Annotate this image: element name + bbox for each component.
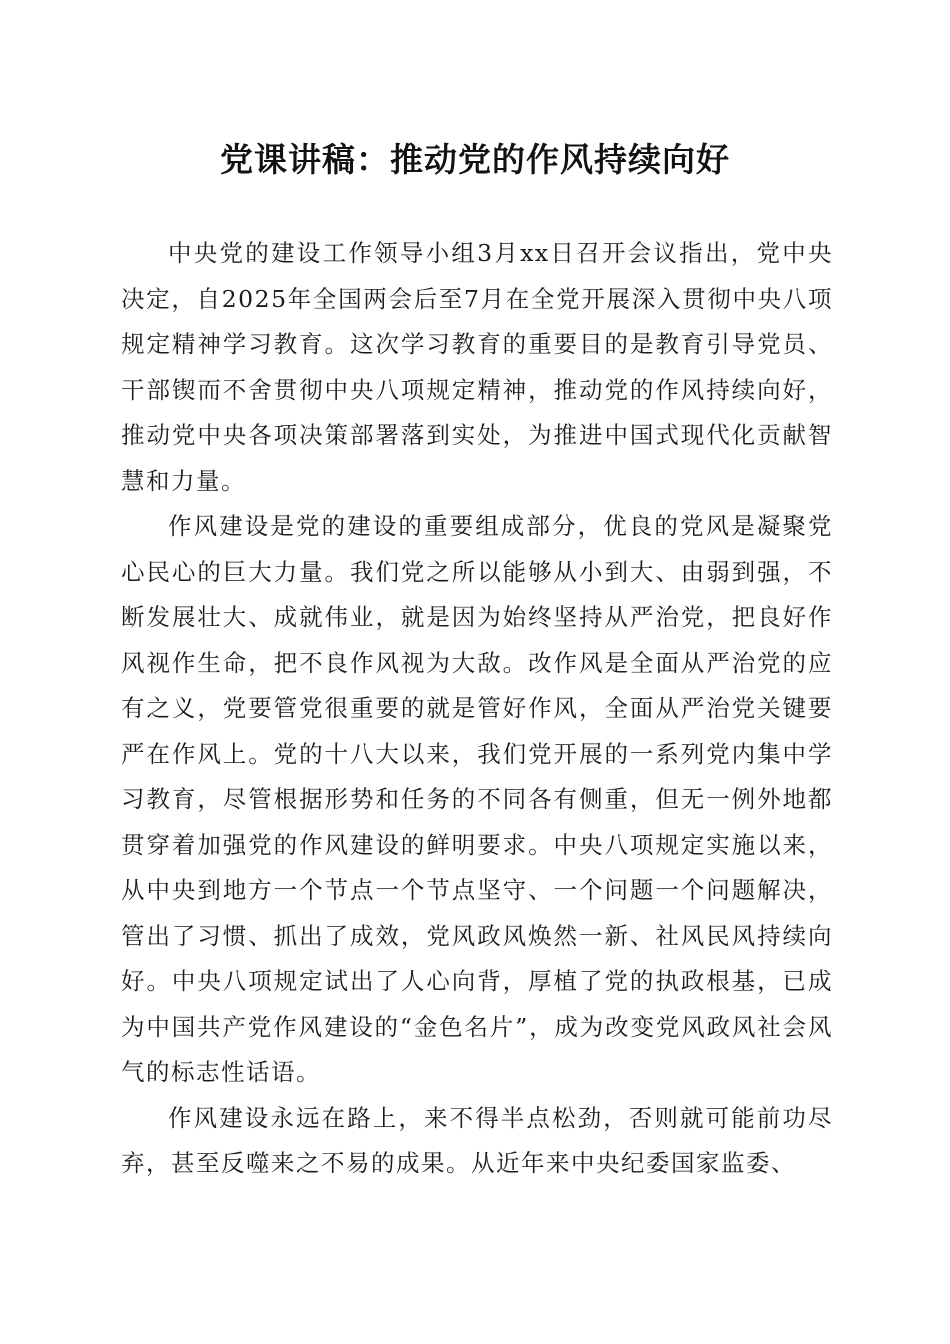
document-body [121, 231, 833, 1187]
paragraph-3: 作风建设永远在路上，来不得半点松劲，否则就可能前功尽弃，甚至反噬来之不易的成果。从近年来中央纪委国家监委、 [121, 1103, 833, 1177]
paragraph-1: 中央党的建设工作领导小组3月xx日召开会议指出，党中央决定，自2025年全国两会后至7月在全党开展深入贯彻中央八项规定精神学习教育。这次学习教育的重要目的是教育引导党员、干部锲而不舍贯彻中央八项规定精神，推动党的作风持续向好，推动党中央各项决策部署落到实处，为推进中国式现代化贡献智慧和力量。 [121, 239, 833, 495]
paragraph-2: 作风建设是党的建设的重要组成部分，优良的党风是凝聚党心民心的巨大力量。我们党之所以能够从小到大、由弱到强，不断发展壮大、成就伟业，就是因为始终坚持从严治党，把良好作风视作生命，把不良作风视为大敌。改作风是全面从严治党的应有之义，党要管党很重要的就是管好作风，全面从严治党关键要严在作风上。党的十八大以来，我们党开展的一系列党内集中学习教育，尽管根据形势和任务的不同各有侧重，但无一例外地都贯穿着加强党的作风建设的鲜明要求。中央八项规定实施以来，从中央到地方一个节点一个节点坚守、一个问题一个问题解决，管出了习惯、抓出了成效，党风政风焕然一新、社风民风持续向好。中央八项规定试出了人心向背，厚植了党的执政根基，已成为中国共产党作风建设的“金色名片”，成为改变党风政风社会风气的标志性话语。 [121, 512, 833, 1086]
document-title: 党课讲稿：推动党的作风持续向好 [220, 140, 730, 179]
